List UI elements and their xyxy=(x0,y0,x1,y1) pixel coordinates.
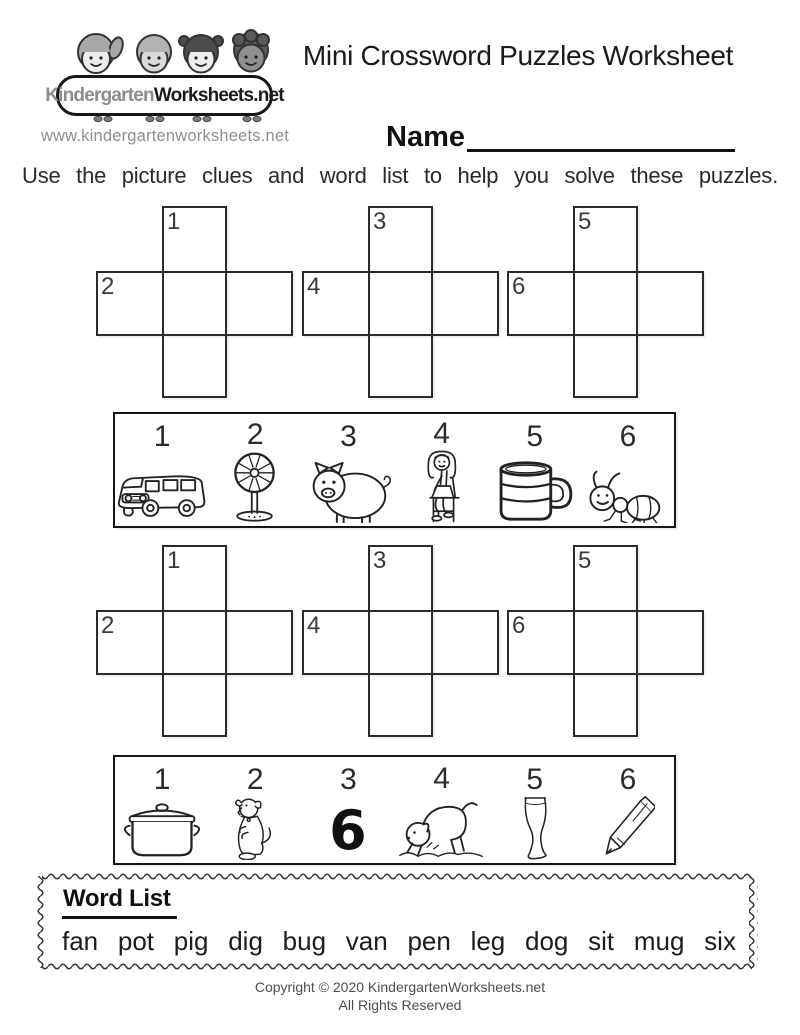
van-icon xyxy=(115,454,208,523)
clue-item xyxy=(208,757,301,863)
word-item: pen xyxy=(407,926,451,956)
clue-art xyxy=(395,449,488,526)
clue-number: 1 xyxy=(153,420,170,453)
across-word-cells xyxy=(302,610,499,675)
name-label: Name xyxy=(386,121,465,153)
clue-item xyxy=(488,757,581,863)
clue-number: 6 xyxy=(619,763,636,796)
clue-number: 3 xyxy=(340,420,356,453)
down-clue-number: 1 xyxy=(167,547,180,574)
clue-item xyxy=(301,757,394,863)
across-clue-number: 4 xyxy=(307,273,320,300)
dog-begging-icon xyxy=(231,796,278,860)
down-clue-number: 5 xyxy=(578,208,591,235)
clue-art xyxy=(488,795,581,863)
clue-item xyxy=(395,757,488,863)
clue-item xyxy=(395,414,488,526)
clue-item xyxy=(581,414,674,526)
word-item: dog xyxy=(525,926,569,956)
dog-digging-icon xyxy=(396,794,486,860)
word-item: dig xyxy=(228,926,263,956)
word-list-title: Word List xyxy=(62,885,177,919)
word-list-words xyxy=(62,926,736,957)
word-item: fan xyxy=(62,926,99,956)
clue-item xyxy=(115,414,208,526)
website-url: www.kindergartenworksheets.net xyxy=(40,127,290,145)
crossword-puzzle-6 xyxy=(507,545,704,738)
clue-number: 4 xyxy=(433,417,449,450)
brand-text-kindergarten: Kindergarten xyxy=(45,84,154,106)
word-item: sit xyxy=(588,926,615,956)
clue-number: 6 xyxy=(619,420,636,453)
footer xyxy=(0,978,800,1014)
clue-art xyxy=(581,452,674,526)
crossword-puzzle-1 xyxy=(96,206,293,399)
crossword-puzzle-5 xyxy=(302,545,499,738)
across-word-cells xyxy=(507,271,704,336)
crossword-puzzle-2 xyxy=(302,206,499,399)
girl-sitting-icon xyxy=(416,449,466,523)
clue-number: 3 xyxy=(340,763,356,796)
clue-art xyxy=(581,795,674,863)
clue-number: 2 xyxy=(246,418,263,451)
bug-icon xyxy=(583,464,671,523)
across-word-cells xyxy=(96,610,293,675)
across-clue-number: 2 xyxy=(101,612,114,639)
clue-item xyxy=(301,414,394,526)
mug-icon xyxy=(495,458,574,523)
clue-art xyxy=(115,795,208,863)
crossword-puzzle-4 xyxy=(96,545,293,738)
clue-number: 4 xyxy=(433,762,449,795)
clue-number: 5 xyxy=(526,420,543,453)
logo-badge xyxy=(45,75,284,116)
clue-art xyxy=(208,795,301,863)
down-clue-number: 3 xyxy=(373,547,386,574)
across-clue-number: 4 xyxy=(307,612,320,639)
numeral-six: 6 xyxy=(329,798,367,862)
across-word-cells xyxy=(96,271,293,336)
word-item: bug xyxy=(282,926,327,956)
down-clue-number: 3 xyxy=(373,208,386,235)
clue-item xyxy=(581,757,674,863)
fan-icon xyxy=(227,450,282,523)
word-item: leg xyxy=(470,926,506,956)
pot-icon xyxy=(120,801,204,860)
rights-line: All Rights Reserved xyxy=(338,997,462,1014)
clue-art xyxy=(395,794,488,863)
clue-art xyxy=(301,452,394,526)
word-item: pot xyxy=(117,926,155,956)
down-clue-number: 5 xyxy=(578,547,591,574)
word-item: mug xyxy=(633,926,685,956)
clue-number: 2 xyxy=(246,763,263,796)
down-clue-number: 1 xyxy=(167,208,180,235)
pig-icon xyxy=(302,457,394,523)
clue-item xyxy=(488,414,581,526)
pen-icon xyxy=(600,796,655,860)
across-clue-number: 6 xyxy=(512,273,525,300)
copyright-line: Copyright © 2020 KindergartenWorksheets.net xyxy=(254,979,546,995)
picture-clues-strip-2 xyxy=(113,755,676,865)
name-blank-line xyxy=(467,122,735,152)
clue-item xyxy=(208,414,301,526)
name-row xyxy=(386,122,735,152)
clue-art xyxy=(301,795,394,863)
clue-number: 1 xyxy=(153,763,170,796)
instruction-text: Use the picture clues and word list to help you solve these puzzles. xyxy=(22,163,778,188)
across-clue-number: 6 xyxy=(512,612,525,639)
word-item: six xyxy=(704,926,736,956)
across-word-cells xyxy=(302,271,499,336)
crossword-puzzle-3 xyxy=(507,206,704,399)
clue-number: 5 xyxy=(526,763,543,796)
picture-clues-strip-1 xyxy=(113,412,676,528)
across-clue-number: 2 xyxy=(101,273,114,300)
clue-item xyxy=(115,757,208,863)
across-word-cells xyxy=(507,610,704,675)
word-item: pig xyxy=(173,926,209,956)
brand-text-worksheets: Worksheets.net xyxy=(153,84,284,106)
clue-art xyxy=(115,452,208,526)
page-title: Mini Crossword Puzzles Worksheet xyxy=(302,40,734,71)
leg-icon xyxy=(515,795,553,860)
word-list-box xyxy=(36,872,758,972)
clue-art xyxy=(488,452,581,526)
word-item: van xyxy=(345,926,388,956)
clue-art xyxy=(208,450,301,526)
